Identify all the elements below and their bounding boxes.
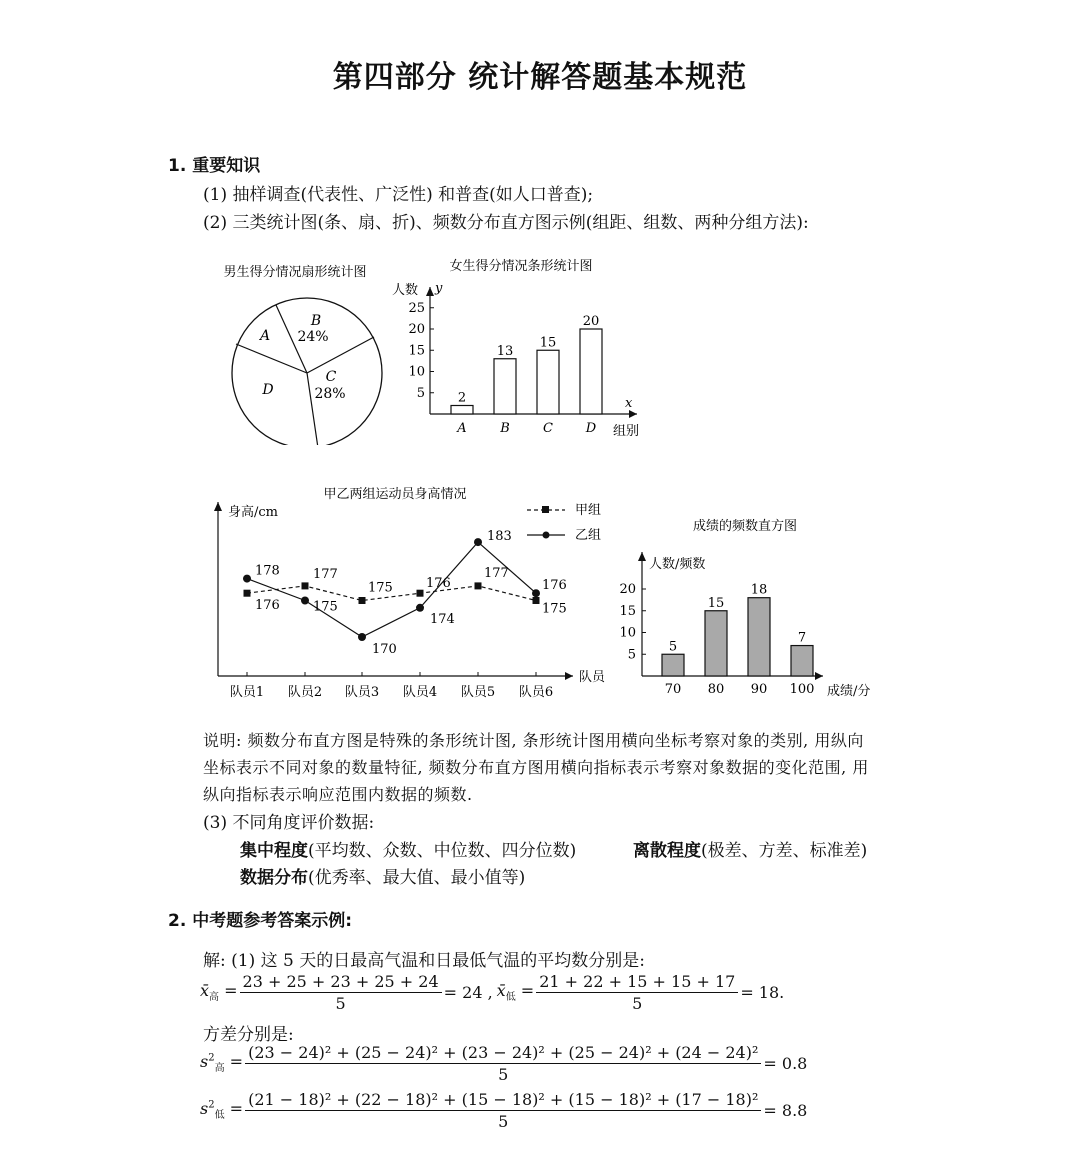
line-category-label: 队员5 [460, 685, 496, 700]
line-x-arrow [565, 672, 573, 680]
variance-intro: 方差分别是: [203, 1025, 294, 1045]
hist-title: 成绩的频数直方图 [692, 519, 798, 534]
hist-xlabel: 成绩/分 [827, 684, 871, 699]
section-2-heading: 2. 中考题参考答案示例: [168, 911, 353, 931]
height-line-chart [195, 480, 625, 705]
series-b-value-label: 170 [372, 642, 397, 657]
series-a-value-label: 175 [542, 601, 567, 617]
var-low-fraction [245, 1090, 761, 1131]
bar1-title: 女生得分情况条形统计图 [449, 259, 593, 274]
bar1-value-label: 2 [457, 390, 467, 406]
bar1-ytick-label: 20 [408, 322, 425, 337]
hist-category-label: 100 [789, 682, 815, 697]
note-line-1: 说明: 频数分布直方图是特殊的条形统计图, 条形统计图用横向坐标考察对象的类别, 用纵向 [203, 731, 864, 750]
distribution [240, 863, 525, 888]
item-2: (2) 三类统计图(条、扇、折)、频数分布直方图示例(组距、组数、两种分组方法): [203, 213, 809, 233]
bar1-bar-C [537, 350, 559, 414]
mean-low-numerator: 21 + 22 + 15 + 15 + 17 [536, 972, 738, 993]
variance-low-formula: $s^2_低$ = (21 − 18)² + (22 − 18)² + (15 − 18)² + (15 − 18)² + (17 − 18)² 5 = 8.8 [200, 1090, 808, 1131]
distribution-label: 数据分布 [240, 868, 308, 888]
section-1-heading: 1. 重要知识 [168, 156, 261, 176]
mean-high-fraction [240, 972, 442, 1013]
solution-intro: 解: (1) 这 5 天的日最高气温和日最低气温的平均数分别是: [203, 951, 645, 971]
series-b-value-label: 176 [542, 578, 567, 594]
bar1-ylabel: 人数 [392, 283, 419, 298]
hist-value-label: 5 [668, 639, 678, 655]
bar1-ytick-label: 25 [408, 300, 425, 316]
hist-value-label: 15 [707, 595, 725, 611]
bar1-y-arrow [426, 287, 434, 296]
item-1: (1) 抽样调查(代表性、广泛性) 和普查(如人口普查); [203, 185, 594, 205]
hist-ytick-label: 15 [619, 603, 636, 619]
bar1-value-label: 13 [496, 343, 514, 359]
hist-ytick-label: 10 [619, 625, 636, 641]
pie-chart-title: 男生得分情况扇形统计图 [223, 265, 367, 280]
line-xlabel: 队员 [579, 670, 606, 685]
bar1-ytick-label: 15 [408, 343, 425, 359]
bar1-ytick-label: 5 [416, 385, 425, 401]
note-line-2: 坐标表示不同对象的数量特征, 频数分布直方图用横向指标表示考察对象数据的变化范围, 用 [203, 758, 869, 777]
pie-label-b: B [310, 313, 322, 329]
line-category-label: 队员1 [229, 685, 265, 700]
dispersion-detail: (极差、方差、标准差) [701, 841, 868, 861]
distribution-detail: (优秀率、最大值、最小值等) [308, 868, 526, 888]
variance-high-formula: $s^2_高$ = (23 − 24)² + (25 − 24)² + (23 − 24)² + (25 − 24)² + (24 − 24)² 5 = 0.8 [200, 1043, 808, 1084]
bar1-xlabel: 组别 [613, 424, 640, 439]
var-low-result: = 8.8 [763, 1101, 808, 1120]
var-high-numerator: (23 − 24)² + (25 − 24)² + (23 − 24)² + (25 − 24)² + (24 − 24)² [245, 1043, 761, 1064]
bar1-bar-A [451, 406, 473, 415]
line-category-label: 队员4 [402, 685, 438, 700]
hist-bar-70 [662, 654, 684, 676]
series-a-point [417, 590, 424, 597]
central-tendency [240, 836, 576, 861]
var-low-sub: 低 [214, 1110, 225, 1122]
series-a-value-label: 177 [313, 566, 338, 582]
series-b-value-label: 178 [255, 563, 280, 579]
series-b-value-label: 183 [487, 529, 512, 545]
legend-b-label: 乙组 [575, 528, 602, 543]
bar1-xvar: x [625, 396, 633, 411]
bar1-category-label: A [457, 421, 467, 436]
series-a-value-label: 176 [255, 598, 280, 614]
series-a-value-label: 175 [368, 580, 393, 596]
series-b-point [301, 597, 309, 605]
line-category-label: 队员3 [344, 685, 380, 700]
line-category-label: 队员2 [287, 685, 323, 700]
var-high-sub: 高 [214, 1063, 225, 1075]
legend-b-marker [543, 532, 550, 539]
hist-y-arrow [638, 552, 646, 561]
var-low-denominator: 5 [498, 1112, 509, 1131]
series-a-point [359, 597, 366, 604]
hist-category-label: 90 [750, 682, 768, 697]
mean-formula: $x̄_高$ = $\frac{23 + 25 + 23 + 25 + 24}{5}$ = 24 , $x̄_低$ = $\frac{21 + 22 + 15 + 15 + 17}{5}$ = 18. [200, 972, 785, 1013]
dispersion-label: 离散程度 [633, 841, 701, 861]
var-low-numerator: (21 − 18)² + (22 − 18)² + (15 − 18)² + (15 − 18)² + (17 − 18)² [245, 1090, 761, 1111]
series-a-point [302, 582, 309, 589]
hist-value-label: 18 [750, 582, 768, 598]
bar1-category-label: C [543, 421, 553, 436]
legend-a-marker [542, 506, 549, 513]
var-high-denominator: 5 [498, 1065, 509, 1084]
line-y-arrow [214, 502, 222, 511]
series-a-value-label: 176 [426, 576, 451, 592]
item-3-heading: (3) 不同角度评价数据: [203, 813, 375, 833]
hist-ytick-label: 20 [619, 582, 636, 597]
bar1-category-label: D [585, 421, 597, 436]
legend-a-label: 甲组 [575, 503, 602, 518]
pie-percent-c: 28% [314, 386, 346, 402]
var-high-fraction [245, 1043, 761, 1084]
pie-chart [200, 255, 390, 445]
hist-bar-80 [705, 611, 727, 676]
hist-ytick-label: 5 [627, 647, 636, 663]
series-b-point [474, 538, 482, 546]
hist-category-label: 80 [707, 682, 725, 697]
series-a-point [244, 590, 251, 597]
central-detail: (平均数、众数、中位数、四分位数) [308, 841, 577, 861]
series-a-value-label: 177 [484, 565, 509, 581]
bar1-value-label: 15 [539, 335, 557, 351]
series-b-value-label: 175 [313, 599, 338, 615]
pie-label-d: D [262, 382, 274, 398]
mean-high-numerator: 23 + 25 + 23 + 25 + 24 [240, 972, 442, 993]
line-title: 甲乙两组运动员身高情况 [323, 487, 467, 502]
series-b-point [532, 589, 540, 597]
line-ylabel: 身高/cm [228, 505, 278, 520]
series-b-point [243, 575, 251, 583]
mean-high-denominator: 5 [335, 994, 346, 1013]
series-a-point [475, 582, 482, 589]
bar1-yvar: y [435, 281, 443, 296]
bar1-bar-B [494, 359, 516, 414]
hist-x-arrow [815, 672, 823, 680]
girls-bar-chart [385, 250, 655, 445]
hist-category-label: 70 [664, 682, 682, 697]
dispersion [633, 836, 867, 861]
bar1-ytick-label: 10 [408, 364, 425, 380]
hist-bar-90 [748, 598, 770, 676]
central-label: 集中程度 [240, 841, 308, 861]
series-b-point [358, 633, 366, 641]
mean-low-result: = 18. [740, 983, 785, 1002]
pie-label-a: A [259, 328, 271, 344]
bar1-value-label: 20 [582, 314, 600, 329]
series-b-point [416, 604, 424, 612]
mean-high-result: = 24 , [443, 983, 493, 1002]
note-line-3: 纵向指标表示响应范围内数据的频数. [203, 785, 473, 804]
mean-low-denominator: 5 [632, 994, 643, 1013]
mean-low-fraction [536, 972, 738, 1013]
var-high-result: = 0.8 [763, 1054, 808, 1073]
mean-high-sub: 高 [209, 992, 220, 1004]
pie-label-c: C [325, 369, 337, 385]
page-title: 第四部分 统计解答题基本规范 [332, 60, 748, 95]
bar1-category-label: B [500, 421, 510, 436]
score-histogram [605, 510, 895, 705]
hist-bar-100 [791, 646, 813, 676]
pie-percent-b: 24% [297, 329, 329, 345]
hist-value-label: 7 [797, 630, 807, 646]
bar1-x-arrow [629, 410, 637, 418]
hist-ylabel: 人数/频数 [649, 557, 706, 572]
line-category-label: 队员6 [518, 685, 554, 700]
series-a-point [533, 597, 540, 604]
series-b-value-label: 174 [430, 611, 455, 627]
bar1-bar-D [580, 329, 602, 414]
mean-low-sub: 低 [505, 992, 516, 1004]
